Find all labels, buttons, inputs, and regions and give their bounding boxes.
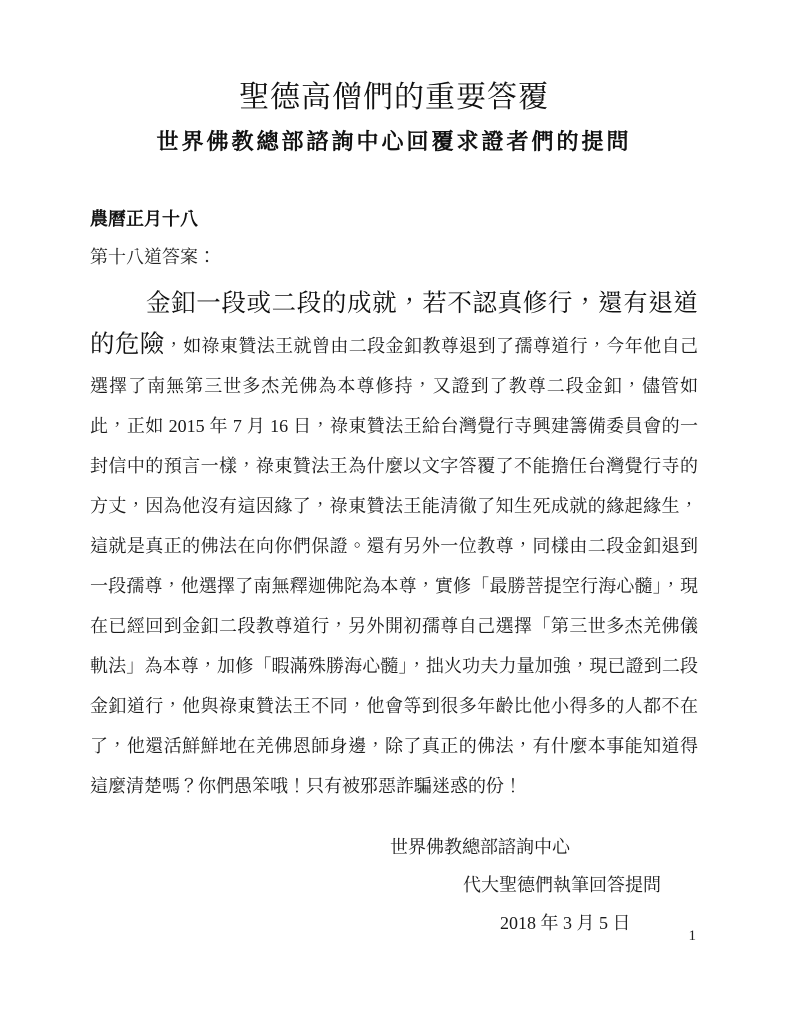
answer-number-label: 第十八道答案： [90, 247, 216, 267]
lunar-date-heading: 農曆正月十八 [90, 209, 198, 229]
signature-organization: 世界佛教總部諮詢中心 [390, 837, 570, 857]
signature-block [90, 828, 698, 942]
document-title: 聖德高僧們的重要答覆 [239, 81, 549, 114]
answer-lead-emphasis: 金釦一段或二段的成就，若不認真修行，還有退道的危險 [90, 290, 698, 358]
signature-date: 2018 年 3 月 5 日 [500, 913, 631, 933]
answer-paragraph [90, 284, 698, 806]
answer-body-text: ，如祿東贊法王就曾由二段金釦教尊退到了孺尊道行，今年他自己選擇了南無第三世多杰羌佛為本尊修持，又證到了教尊二段金釦，儘管如此，正如 2015 年 7 月 16 日，祿東贊法王給台灣覺行寺興建籌備委員會的一封信中的預言一樣，祿東贊法王為什麼以文字答覆了不能擔任台灣覺行寺的方丈，因為他沒有這因緣了，祿東贊法王能清徹了知生死成就的緣起緣生，這就是真正的佛法在向你們保證。還有另外一位教尊，同樣由二段金釦退到一段孺尊，他選擇了南無釋迦佛陀為本尊，實修「最勝菩提空行海心髓」，現在已經回到金釦二段教尊道行，另外開初孺尊自己選擇「第三世多杰羌佛儀軌法」為本尊，加修「暇滿殊勝海心髓」，拙火功夫力量加強，現已證到二段金釦道行，他與祿東贊法王不同，他會等到很多年齡比他小得多的人都不在了，他還活鮮鮮地在羌佛恩師身邊，除了真正的佛法，有什麼本事能知道得這麼清楚嗎？你們愚笨哦！只有被邪惡詐騙迷惑的份！ [90, 336, 699, 796]
page-number: 1 [688, 928, 696, 944]
document-subtitle: 世界佛教總部諮詢中心回覆求證者們的提問 [156, 129, 632, 154]
document-content [90, 0, 698, 942]
signature-author-line: 代大聖德們執筆回答提問 [463, 875, 661, 895]
